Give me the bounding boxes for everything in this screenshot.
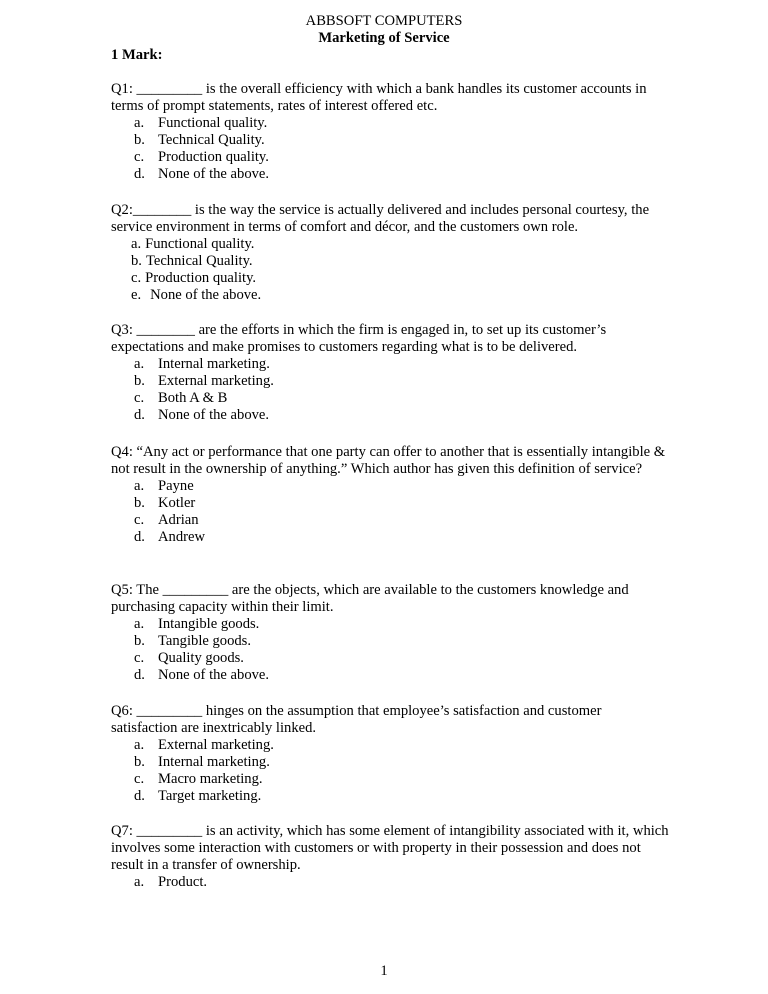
- option-item: [111, 373, 671, 390]
- option-text: Quality goods.: [158, 650, 244, 666]
- option-item: [111, 166, 671, 183]
- option-letter: a.: [134, 874, 145, 890]
- question-text: Q1: _________ is the overall efficiency with which a bank handles its customer accounts in terms of prompt statements, rates of interest offered etc.: [111, 81, 647, 114]
- option-letter: b.: [134, 373, 145, 389]
- option-list: [111, 115, 671, 183]
- company-name: ABBSOFT COMPUTERS: [305, 13, 463, 29]
- option-item: [111, 616, 671, 633]
- section-label: 1 Mark:: [111, 47, 163, 63]
- option-letter: a.: [134, 115, 145, 131]
- option-letter: b.: [134, 633, 145, 649]
- question-1: [111, 81, 671, 183]
- option-text: Technical Quality.: [158, 132, 265, 148]
- option-item: [111, 529, 671, 546]
- option-text: Tangible goods.: [158, 633, 252, 649]
- option-item: [111, 667, 671, 684]
- question-text: Q5: The _________ are the objects, which are available to the customers knowledge and purchasing capacity within their limit.: [111, 582, 629, 615]
- option-item: [111, 236, 671, 253]
- document-title: Marketing of Service: [318, 30, 450, 46]
- option-text: None of the above.: [150, 287, 262, 303]
- option-text: Andrew: [158, 529, 206, 545]
- option-letter: d.: [134, 407, 145, 423]
- option-item: [111, 495, 671, 512]
- option-text: Macro marketing.: [158, 771, 263, 787]
- option-letter: a.: [134, 737, 145, 753]
- option-item: [111, 149, 671, 166]
- option-list: [111, 236, 671, 304]
- option-item: [111, 132, 671, 149]
- option-letter: a.: [134, 478, 145, 494]
- option-item: [111, 287, 671, 304]
- option-text: Internal marketing.: [158, 356, 270, 372]
- option-item: [111, 633, 671, 650]
- option-item: [111, 512, 671, 529]
- page-number: 1: [380, 963, 388, 979]
- option-letter: e.: [131, 287, 142, 303]
- question-text: Q7: _________ is an activity, which has some element of intangibility associated with it, which involves some interaction with customers or with property in their possession and does not result in a transfer of ownership.: [111, 823, 669, 873]
- option-text: Production quality.: [158, 149, 269, 165]
- option-item: [111, 356, 671, 373]
- option-text: Internal marketing.: [158, 754, 270, 770]
- option-text: Adrian: [158, 512, 199, 528]
- question-text: Q2:________ is the way the service is actually delivered and includes personal courtesy, the service environment in terms of comfort and décor, and the customers own role.: [111, 202, 650, 235]
- option-item: [111, 478, 671, 495]
- option-letter: d.: [134, 667, 145, 683]
- option-list: [111, 478, 671, 546]
- option-item: [111, 390, 671, 407]
- option-letter: b.: [134, 132, 145, 148]
- option-text: Functional quality.: [158, 115, 268, 131]
- option-letter: d.: [134, 529, 145, 545]
- option-item: [111, 270, 671, 287]
- option-letter: b.: [131, 253, 142, 269]
- option-list: [111, 737, 671, 805]
- option-item: [111, 407, 671, 424]
- question-3: [111, 322, 671, 424]
- option-letter: d.: [134, 788, 145, 804]
- option-item: [111, 874, 671, 891]
- option-text: None of the above.: [158, 166, 270, 182]
- option-text: Both A & B: [158, 390, 228, 406]
- question-7: [111, 823, 671, 891]
- question-text: Q6: _________ hinges on the assumption that employee’s satisfaction and customer satisfaction are inextricably linked.: [111, 703, 602, 736]
- option-item: [111, 771, 671, 788]
- option-text: Technical Quality.: [145, 253, 253, 269]
- option-text: Product.: [158, 874, 208, 890]
- option-list: [111, 874, 671, 891]
- option-letter: a.: [134, 616, 145, 632]
- option-letter: c.: [131, 270, 142, 286]
- option-text: Functional quality.: [145, 236, 255, 252]
- option-item: [111, 253, 671, 270]
- option-item: [111, 650, 671, 667]
- option-item: [111, 788, 671, 805]
- option-item: [111, 737, 671, 754]
- option-text: None of the above.: [158, 407, 270, 423]
- option-letter: c.: [134, 390, 145, 406]
- option-letter: a.: [131, 236, 142, 252]
- question-text: Q4: “Any act or performance that one party can offer to another that is essentially intangible & not result in the ownership of anything.” Which author has given this definition of service?: [111, 444, 666, 477]
- option-text: External marketing.: [158, 373, 274, 389]
- option-text: Production quality.: [145, 270, 257, 286]
- option-text: Intangible goods.: [158, 616, 260, 632]
- option-letter: b.: [134, 495, 145, 511]
- option-text: Payne: [158, 478, 194, 494]
- option-letter: c.: [134, 771, 145, 787]
- question-6: [111, 703, 671, 805]
- option-text: None of the above.: [158, 667, 270, 683]
- option-letter: c.: [134, 650, 145, 666]
- option-letter: b.: [134, 754, 145, 770]
- option-text: Kotler: [158, 495, 196, 511]
- option-text: External marketing.: [158, 737, 274, 753]
- question-2: [111, 202, 671, 304]
- option-item: [111, 754, 671, 771]
- option-letter: d.: [134, 166, 145, 182]
- option-letter: c.: [134, 149, 145, 165]
- option-list: [111, 356, 671, 424]
- question-5: [111, 582, 671, 684]
- option-letter: c.: [134, 512, 145, 528]
- option-letter: a.: [134, 356, 145, 372]
- question-4: [111, 444, 671, 546]
- question-text: Q3: ________ are the efforts in which the firm is engaged in, to set up its customer’s expectations and make promises to customers regarding what is to be delivered.: [111, 322, 607, 355]
- option-item: [111, 115, 671, 132]
- option-text: Target marketing.: [158, 788, 262, 804]
- option-list: [111, 616, 671, 684]
